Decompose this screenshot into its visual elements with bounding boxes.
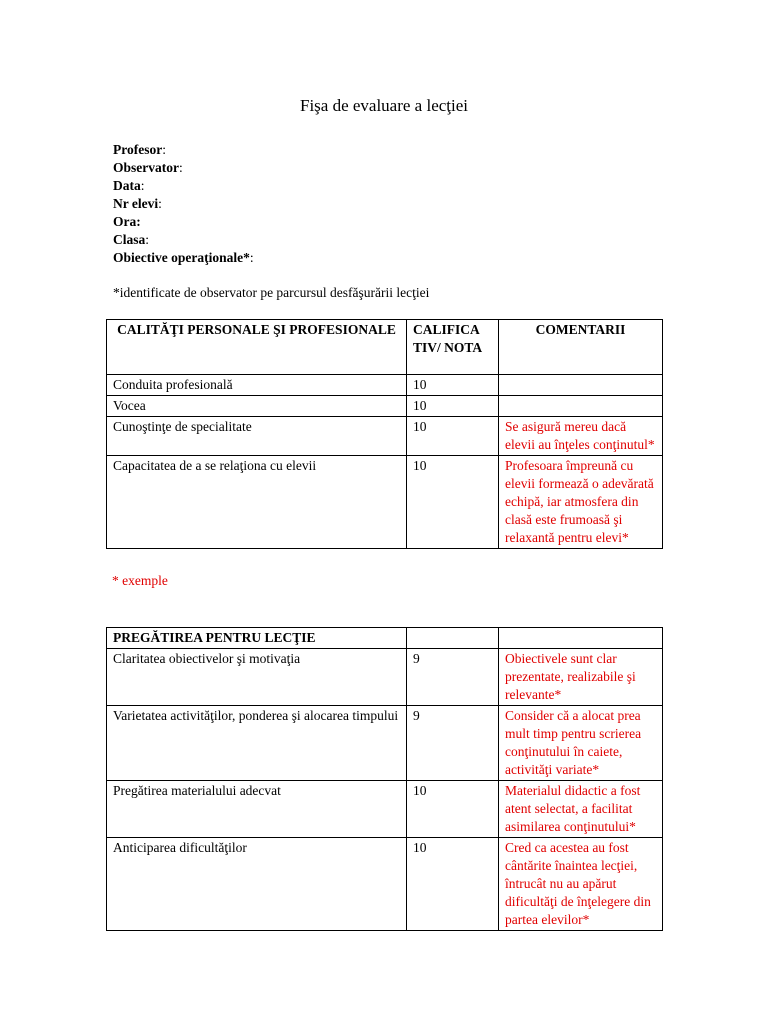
- grade-cell: 10: [407, 375, 499, 396]
- grade-cell: 10: [407, 417, 499, 456]
- comment-cell: Se asigură mereu dacă elevii au înţeles conţinutul*: [499, 417, 663, 456]
- table-row: [107, 706, 663, 781]
- column-header-grade: CALIFICA TIV/ NOTA: [407, 320, 499, 375]
- field-obiective: Obiective operaţionale*:: [113, 250, 254, 265]
- column-header-comments: COMENTARII: [499, 320, 663, 375]
- empty-header-cell: [407, 628, 499, 649]
- grade-cell: 9: [407, 706, 499, 781]
- field-data: Data:: [113, 178, 145, 193]
- field-label: Obiective operaţionale*: [113, 250, 250, 265]
- comment-cell: Materialul didactic a fost atent selectat, a facilitat asimilarea conţinutului*: [499, 781, 663, 838]
- field-label: Data: [113, 178, 141, 193]
- table-row: [107, 456, 663, 549]
- criterion-cell: Capacitatea de a se relaţiona cu elevii: [107, 456, 407, 549]
- table-row: [107, 838, 663, 931]
- criterion-cell: Conduita profesională: [107, 375, 407, 396]
- lesson-info-fields: [113, 141, 254, 267]
- field-label: Ora:: [113, 214, 141, 229]
- document-title: Fişa de evaluare a lecţiei: [299, 96, 469, 115]
- observer-note: *identificate de observator pe parcursul desfăşurării lecţiei: [113, 285, 430, 300]
- field-nr-elevi: Nr elevi:: [113, 196, 162, 211]
- table-row: [107, 649, 663, 706]
- field-label: Clasa: [113, 232, 146, 247]
- comment-cell: Profesoara împreună cu elevii formează o adevărată echipă, iar atmosfera din clasă este frumoasă şi relaxantă pentru elevi*: [499, 456, 663, 549]
- table-header-row: [107, 320, 663, 375]
- comment-cell: [499, 375, 663, 396]
- comment-cell: Obiectivele sunt clar prezentate, realizabile şi relevante*: [499, 649, 663, 706]
- field-label: Profesor: [113, 142, 163, 157]
- comment-cell: [499, 396, 663, 417]
- field-label: Observator: [113, 160, 179, 175]
- field-observator: Observator:: [113, 160, 183, 175]
- table-row: [107, 781, 663, 838]
- table-row: [107, 417, 663, 456]
- grade-cell: 10: [407, 838, 499, 931]
- table-row: [107, 396, 663, 417]
- grade-cell: 9: [407, 649, 499, 706]
- table-header-row: [107, 628, 663, 649]
- criterion-cell: Varietatea activităţilor, ponderea şi alocarea timpului: [107, 706, 407, 781]
- personal-qualities-table: [106, 319, 663, 549]
- column-header-qualities: CALITĂŢI PERSONALE ŞI PROFESIONALE: [107, 320, 407, 375]
- examples-note: * exemple: [112, 573, 168, 588]
- criterion-cell: Vocea: [107, 396, 407, 417]
- criterion-cell: Cunoştinţe de specialitate: [107, 417, 407, 456]
- grade-cell: 10: [407, 396, 499, 417]
- criterion-cell: Claritatea obiectivelor şi motivaţia: [107, 649, 407, 706]
- empty-header-cell: [499, 628, 663, 649]
- field-label: Nr elevi: [113, 196, 159, 211]
- lesson-preparation-table: [106, 627, 663, 931]
- criterion-cell: Anticiparea dificultăţilor: [107, 838, 407, 931]
- criterion-cell: Pregătirea materialului adecvat: [107, 781, 407, 838]
- comment-cell: Cred ca acestea au fost cântărite înaintea lecţiei, întrucât nu au apărut dificultăţi de înţelegere din partea elevilor*: [499, 838, 663, 931]
- field-profesor: Profesor:: [113, 142, 166, 157]
- table-row: [107, 375, 663, 396]
- grade-cell: 10: [407, 781, 499, 838]
- grade-cell: 10: [407, 456, 499, 549]
- section-header-preparation: PREGĂTIREA PENTRU LECŢIE: [107, 628, 407, 649]
- comment-cell: Consider că a alocat prea mult timp pentru scrierea conţinutului în caiete, activităţi variate*: [499, 706, 663, 781]
- field-ora: [113, 213, 254, 231]
- field-clasa: Clasa:: [113, 232, 150, 247]
